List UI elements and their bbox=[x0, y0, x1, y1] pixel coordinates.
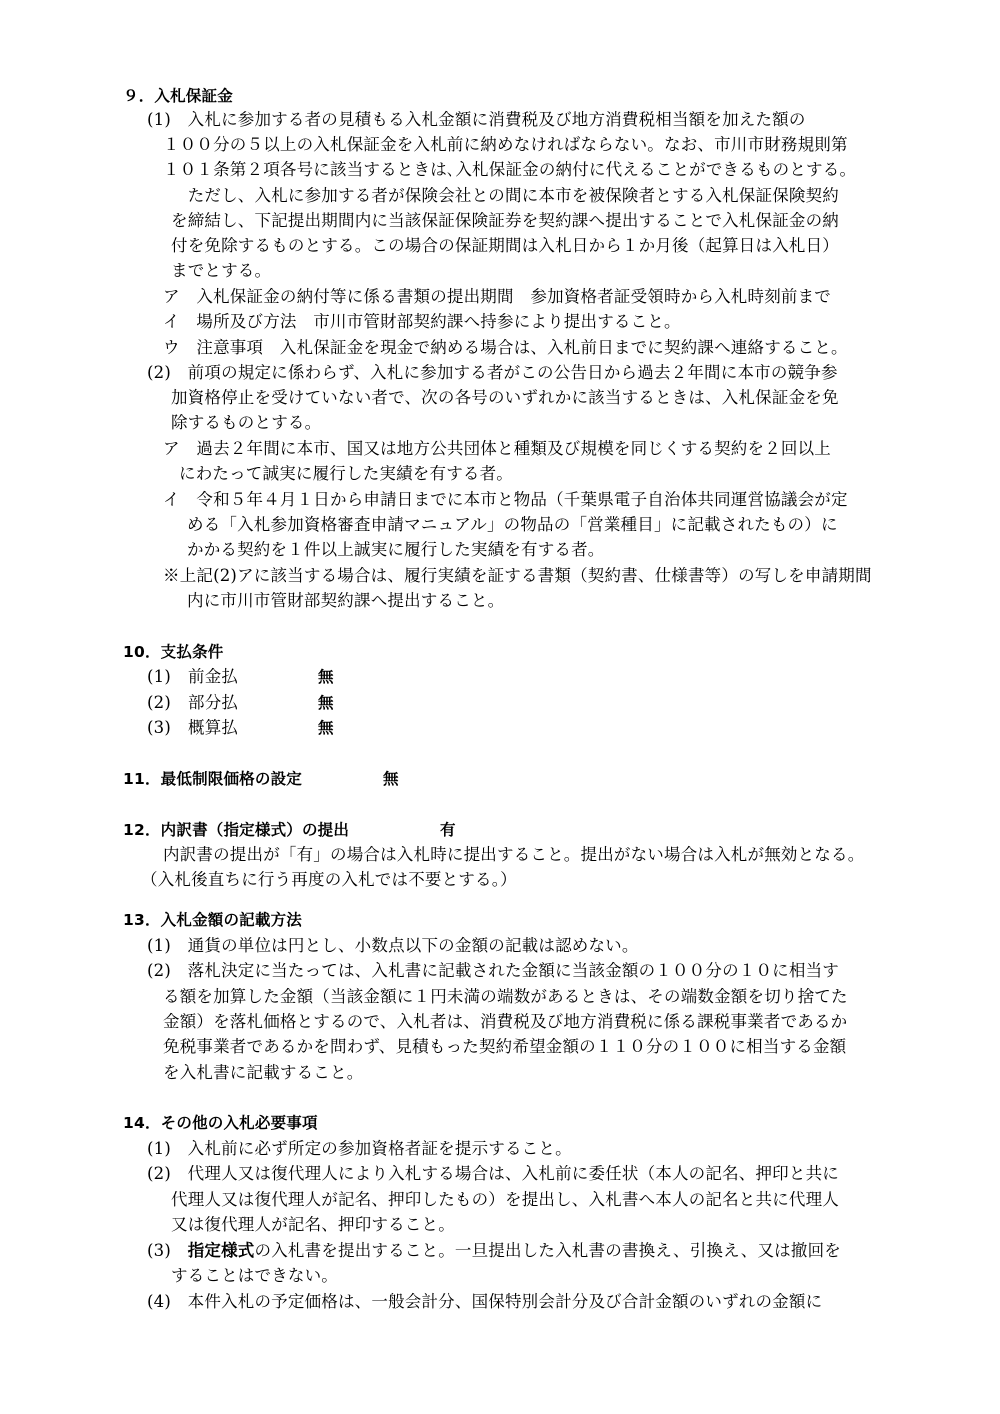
s9-p1-line: を締結し、下記提出期間内に当該保証保険証券を契約課へ提出することで入札保証金の納 bbox=[171, 211, 839, 230]
section-11-title: 11．最低制限価格の設定 bbox=[123, 770, 302, 788]
s10-row-label: 前金払 bbox=[188, 667, 239, 686]
s14-p4: (4) 本件入札の予定価格は、一般会計分、国保特別会計分及び合計金額のいずれの金額に bbox=[147, 1292, 823, 1311]
s10-row-num: (3) bbox=[147, 718, 171, 737]
s9-p1-line: ただし、入札に参加する者が保険会社との間に本市を被保険者とする入札保証保険契約 bbox=[171, 186, 839, 205]
s9-p1-line: １０１条第２項各号に該当するときは､入札保証金の納付に代えることができるものとする。 bbox=[163, 160, 857, 179]
s9-item: イ 場所及び方法 市川市管財部契約課へ持参により提出すること。 bbox=[163, 312, 681, 331]
s9-item-i: める「入札参加資格審査申請マニュアル」の物品の「営業種目」に記載されたもの）に bbox=[187, 515, 838, 534]
s14-p3-line bbox=[147, 1239, 841, 1263]
s9-p2-line: 加資格停止を受けていない者で、次の各号のいずれかに該当するときは、入札保証金を免 bbox=[171, 388, 839, 407]
s9-p1-line: 付を免除するものとする。この場合の保証期間は入札日から１か月後（起算日は入札日） bbox=[171, 236, 839, 255]
s13-p1: (1) 通貨の単位は円とし、小数点以下の金額の記載は認めない。 bbox=[147, 936, 639, 955]
s10-row-label: 概算払 bbox=[188, 718, 239, 737]
section-14-title: 14．その他の入札必要事項 bbox=[123, 1114, 318, 1132]
s14-p2-line: 代理人又は復代理人が記名、押印したもの）を提出し、入札書へ本人の記名と共に代理人 bbox=[171, 1190, 839, 1209]
s9-item-i: イ 令和５年４月１日から申請日までに本市と物品（千葉県電子自治体共同運営協議会が定 bbox=[163, 490, 848, 509]
s9-item: ア 入札保証金の納付等に係る書類の提出期間 参加資格者証受領時から入札時刻前まで bbox=[163, 287, 831, 306]
s10-row-num: (2) bbox=[147, 693, 171, 712]
s9-item-a: ア 過去２年間に本市、国又は地方公共団体と種類及び規模を同じくする契約を２回以上 bbox=[163, 439, 831, 458]
s13-p2-line: 免税事業者であるかを問わず、見積もった契約希望金額の１１０分の１００に相当する金額 bbox=[163, 1037, 847, 1056]
s10-row-value: 無 bbox=[318, 694, 334, 712]
s10-row-label: 部分払 bbox=[188, 693, 239, 712]
section-9-title: ９．入札保証金 bbox=[123, 87, 233, 105]
s12-line: 内訳書の提出が「有」の場合は入札時に提出すること。提出がない場合は入札が無効となる。 bbox=[163, 845, 865, 864]
s14-p3-rest: の入札書を提出すること。一旦提出した入札書の書換え、引換え、又は撤回を bbox=[254, 1241, 841, 1260]
s14-p2-line: 又は復代理人が記名、押印すること。 bbox=[171, 1215, 455, 1234]
section-13-title: 13．入札金額の記載方法 bbox=[123, 911, 302, 929]
s9-p1-line: (1) 入札に参加する者の見積もる入札金額に消費税及び地方消費税相当額を加えた額の bbox=[147, 110, 806, 129]
s9-item-i: かかる契約を１件以上誠実に履行した実績を有する者。 bbox=[187, 540, 605, 559]
s9-p1-line: １００分の５以上の入札保証金を入札前に納めなければならない。なお、市川市財務規則第 bbox=[163, 135, 848, 154]
s10-row-value: 無 bbox=[318, 719, 334, 737]
s10-row-num: (1) bbox=[147, 667, 171, 686]
s9-item: ウ 注意事項 入札保証金を現金で納める場合は、入札前日までに契約課へ連絡すること。 bbox=[163, 338, 848, 357]
s10-row-value: 無 bbox=[318, 668, 334, 686]
s9-item-a: にわたって誠実に履行した実績を有する者。 bbox=[179, 464, 513, 483]
section-12-title: 12．内訳書（指定様式）の提出 bbox=[123, 821, 350, 839]
s14-p2-line: (2) 代理人又は復代理人により入札する場合は、入札前に委任状（本人の記名、押印と共に bbox=[147, 1164, 839, 1183]
s9-p2-line: (2) 前項の規定に係わらず、入札に参加する者がこの公告日から過去２年間に本市の競争参 bbox=[147, 363, 838, 382]
s14-p3-bold-term: 指定様式 bbox=[187, 1241, 255, 1260]
s11-value: 無 bbox=[383, 770, 399, 788]
s13-p2-line: る額を加算した金額（当該金額に１円未満の端数があるときは、その端数金額を切り捨てた bbox=[163, 987, 848, 1006]
s13-p2-line: 金額）を落札価格とするので、入札者は、消費税及び地方消費税に係る課税事業者であるか bbox=[163, 1012, 848, 1031]
s9-p2-line: 除するものとする。 bbox=[171, 413, 322, 432]
s12-value: 有 bbox=[440, 821, 456, 839]
s9-note: ※上記(2)アに該当する場合は、履行実績を証する書類（契約書、仕様書等）の写しを申請期間 bbox=[163, 566, 872, 585]
s14-p1: (1) 入札前に必ず所定の参加資格者証を提示すること。 bbox=[147, 1139, 572, 1158]
s9-note: 内に市川市管財部契約課へ提出すること。 bbox=[187, 591, 505, 610]
s14-p3-num: (3) bbox=[147, 1241, 188, 1260]
s13-p2-line: を入札書に記載すること。 bbox=[163, 1063, 364, 1082]
s14-p3-line2: することはできない。 bbox=[171, 1266, 338, 1285]
s12-line: （入札後直ちに行う再度の入札では不要とする。） bbox=[141, 870, 517, 889]
s9-p1-line: までとする。 bbox=[171, 261, 272, 280]
section-10-title: 10．支払条件 bbox=[123, 643, 224, 661]
s13-p2-line: (2) 落札決定に当たっては、入札書に記載された金額に当該金額の１００分の１０に相当す bbox=[147, 961, 839, 980]
